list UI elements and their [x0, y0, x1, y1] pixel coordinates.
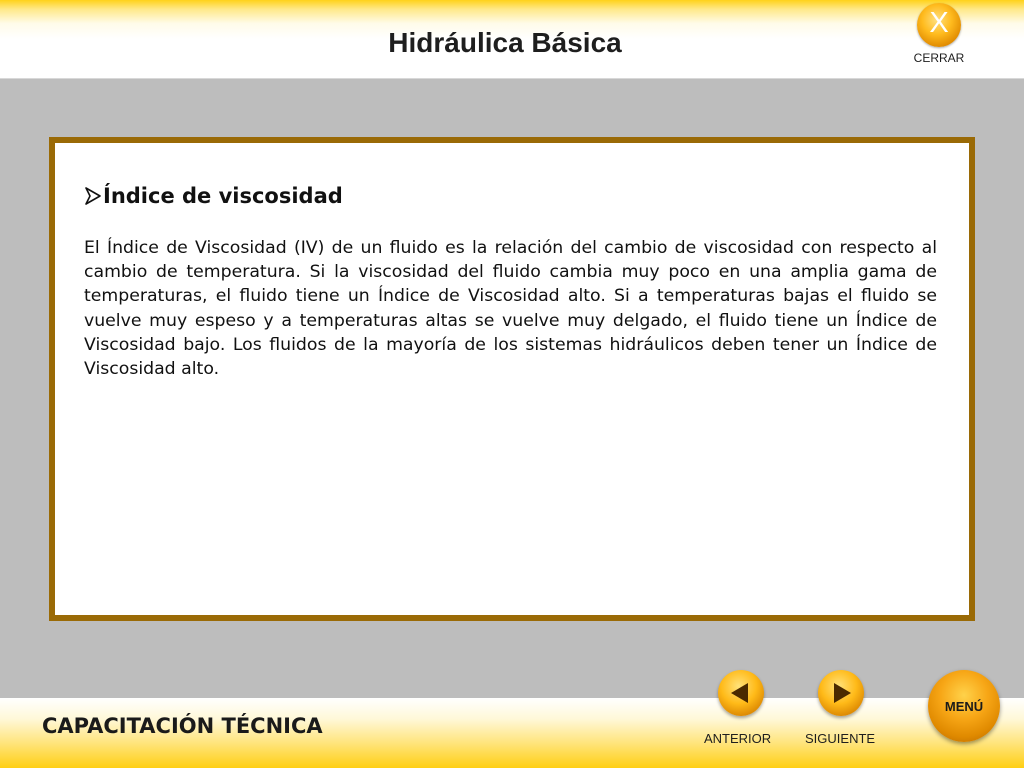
close-icon[interactable]: X [929, 7, 949, 39]
page-title: Hidráulica Básica [388, 27, 622, 58]
brand-label: CAPACITACIÓN TÉCNICA [42, 714, 323, 738]
close-label[interactable]: CERRAR [913, 51, 965, 65]
content-panel [49, 137, 975, 621]
menu-button[interactable] [928, 670, 1000, 742]
previous-label[interactable]: ANTERIOR [704, 731, 772, 746]
left-arrow-icon[interactable] [718, 670, 764, 716]
previous-button[interactable] [718, 670, 764, 716]
body-paragraph: El Índice de Viscosidad (IV) de un fluido es la relación del cambio de viscosidad con respecto al cambio de temperatura. Si la viscosidad del fluido cambia muy poco en una amplia gama de temperaturas, el fluido tiene un Índice de Viscosidad alto. Si a temperaturas bajas el fluido se vuelve muy espeso y a temperaturas altas se vuelve muy delgado, el fluido tiene un Índice de Viscosidad bajo. Los fluidos de la mayoría de los sistemas hidráulicos deben tener un Índice de Viscosidad alto. [84, 238, 937, 380]
header-bar [0, 0, 1024, 79]
next-label[interactable]: SIGUIENTE [805, 731, 876, 746]
section-heading-text: Índice de viscosidad [103, 184, 343, 208]
menu-label[interactable]: MENÚ [944, 699, 984, 714]
section-heading [84, 184, 343, 208]
next-button[interactable] [818, 670, 864, 716]
right-arrow-icon[interactable] [818, 670, 864, 716]
arrow-bullet-icon [84, 187, 102, 205]
close-button[interactable] [917, 3, 961, 47]
